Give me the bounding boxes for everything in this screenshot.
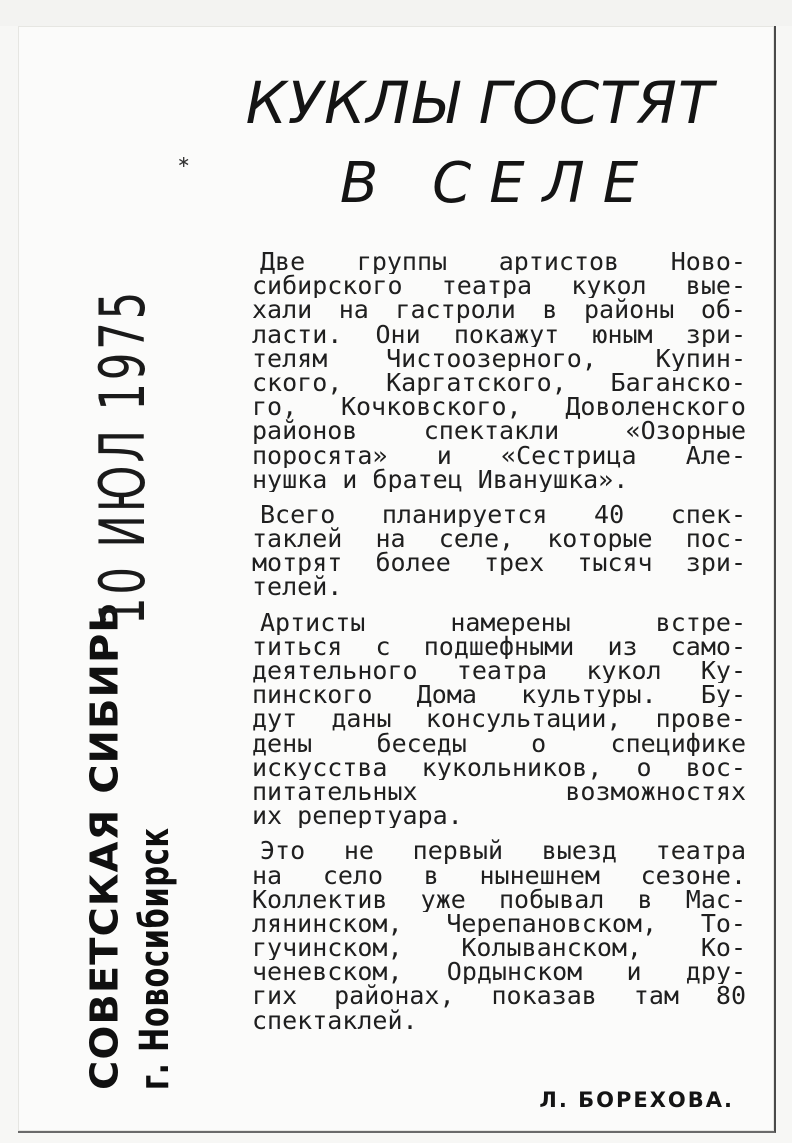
article-line: Две группы артистов Ново- <box>260 250 746 275</box>
stamp-newspaper-name: СОВЕТСКАЯ СИБИРЬ <box>83 601 127 1090</box>
article-line: ласти. Они покажут юным зри- <box>252 322 746 347</box>
article-line: спектаклей. <box>252 1008 418 1033</box>
article-line: их репертуара. <box>252 804 463 829</box>
article-body <box>252 250 746 1033</box>
article-line: мотрят более трех тысяч зри- <box>252 551 746 576</box>
article-line: районов спектакли «Озорные <box>252 419 746 444</box>
article-line: деятельного театра кукол Ку- <box>252 659 746 684</box>
article-line: гих районах, показав там 80 <box>252 984 746 1009</box>
article-line: пинского Дома культуры. Бу- <box>252 683 746 708</box>
article-line: ского, Каргатского, Баганско- <box>252 370 746 396</box>
article-line: Всего планируется 40 спек- <box>260 502 746 528</box>
article-line: Артисты намерены встре- <box>260 610 746 635</box>
stamp-date: 10 ИЮЛ 1975 <box>86 288 159 625</box>
article-line: на село в нынешнем сезоне. <box>252 863 746 888</box>
article-line: гучинском, Колыванском, Ко- <box>252 936 746 961</box>
stamp-city: г. Новосибирск <box>132 827 178 1090</box>
article-line: искусства кукольников, о вос- <box>252 755 746 780</box>
paragraph-gap <box>252 492 746 503</box>
headline-line-1: КУКЛЫ ГОСТЯТ <box>245 69 715 137</box>
article-line: го, Кочковского, Доволенского <box>252 395 746 420</box>
article-line: сибирского театра кукол вые- <box>252 274 746 299</box>
article-line: лянинском, Черепановском, То- <box>252 911 746 937</box>
article-paragraph <box>252 611 746 829</box>
article-line: телям Чистоозерного, Купин- <box>252 346 746 371</box>
archive-stamp <box>82 160 182 1090</box>
article-line: Коллектив уже побывал в Мас- <box>252 887 746 912</box>
ink-speck-icon: ∗ <box>177 152 191 171</box>
article-line: питательных возможностях <box>252 779 746 805</box>
article-line: таклей на селе, которые пос- <box>252 527 746 552</box>
article-paragraph <box>252 503 746 600</box>
headline-line-2: В СЕЛЕ <box>339 151 657 216</box>
paragraph-gap <box>252 600 746 611</box>
paragraph-gap <box>252 828 746 839</box>
article-line: телей. <box>252 575 343 600</box>
article-line: Это не первый выезд театра <box>260 839 746 864</box>
article-paragraph <box>252 250 746 492</box>
article-line: титься с подшефными из само- <box>252 634 746 659</box>
article-line: поросята» и «Сестрица Але- <box>252 443 746 468</box>
article-line: ченевском, Ордынском и дру- <box>252 960 746 985</box>
author-signature: Л. БОРЕХОВА. <box>539 1088 734 1112</box>
article-paragraph <box>252 839 746 1033</box>
page-background <box>0 0 792 26</box>
article-line: нушка и братец Иванушка». <box>252 467 629 492</box>
article-line: дут даны консультации, прове- <box>252 707 746 732</box>
article-line: хали на гастроли в районы об- <box>252 298 746 323</box>
article-line: дены беседы о специфике <box>252 731 746 756</box>
